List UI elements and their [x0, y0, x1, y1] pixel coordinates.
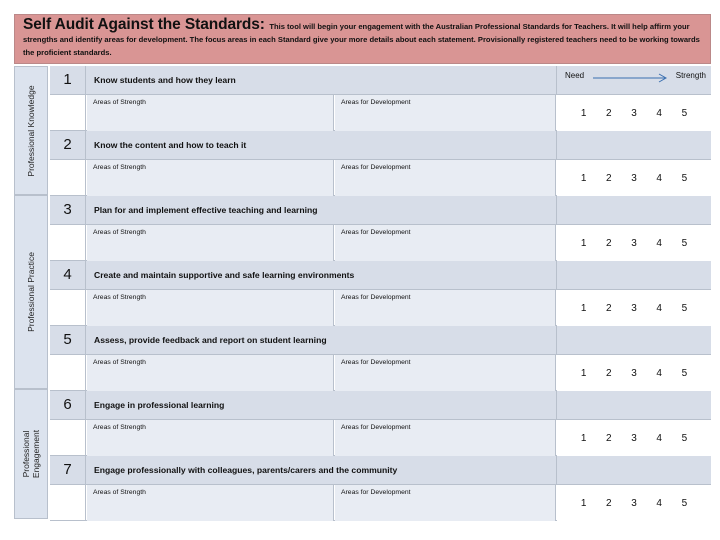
areas-of-strength-field[interactable]: Areas of Strength: [87, 160, 334, 196]
section-professional-knowledge: [14, 66, 48, 195]
section-label: Professional Practice: [26, 252, 36, 332]
rating-option[interactable]: 4: [656, 432, 662, 444]
rating-option[interactable]: 5: [681, 172, 688, 184]
rating-option[interactable]: 2: [606, 497, 612, 509]
standard-row: [50, 456, 711, 521]
areas-of-strength-field[interactable]: Areas of Strength: [87, 420, 334, 456]
rating-scale: [557, 355, 711, 391]
standard-title: Assess, provide feedback and report on student learning: [94, 335, 327, 345]
section-professional-engagement: [14, 389, 48, 519]
arrow-right-icon: [593, 71, 673, 83]
areas-for-development-field[interactable]: Areas for Development: [335, 355, 556, 391]
areas-of-strength-field[interactable]: Areas of Strength: [87, 290, 334, 326]
rating-option[interactable]: 5: [681, 432, 688, 444]
rating-option[interactable]: 5: [681, 497, 688, 509]
strength-label: Strength: [675, 71, 706, 80]
standard-number: 7: [50, 456, 86, 484]
section-label: Professional Engagement: [21, 429, 41, 479]
rating-option[interactable]: 2: [606, 367, 612, 379]
areas-of-strength-field[interactable]: Areas of Strength: [87, 95, 334, 131]
rating-option[interactable]: 3: [631, 302, 637, 314]
page-title: Self Audit Against the Standards:: [23, 16, 265, 33]
rating-scale: [557, 225, 711, 261]
standard-title: Engage in professional learning: [94, 400, 225, 410]
standard-row: [50, 261, 711, 326]
areas-for-development-field[interactable]: Areas for Development: [335, 160, 556, 196]
rating-option[interactable]: 2: [606, 432, 612, 444]
standards-table: [14, 66, 711, 519]
rating-option[interactable]: 1: [580, 107, 587, 119]
rating-scale: [557, 485, 711, 521]
rating-option[interactable]: 3: [631, 237, 637, 249]
rating-option[interactable]: 3: [631, 432, 637, 444]
rating-option[interactable]: 4: [656, 172, 662, 184]
standard-number: 5: [50, 326, 86, 354]
standard-row: [50, 66, 711, 131]
section-label: Professional Knowledge: [26, 84, 36, 177]
rating-scale: [557, 290, 711, 326]
standard-number: 6: [50, 391, 86, 419]
standard-row: [50, 326, 711, 391]
rating-option[interactable]: 2: [606, 107, 612, 119]
rating-option[interactable]: 5: [681, 302, 688, 314]
standard-number: 2: [50, 131, 86, 159]
rating-option[interactable]: 2: [606, 302, 612, 314]
standard-title: Engage professionally with colleagues, parents/carers and the community: [94, 465, 398, 475]
rating-option[interactable]: 1: [580, 497, 587, 509]
rating-scale: [557, 420, 711, 456]
standard-row: [50, 196, 711, 261]
areas-for-development-field[interactable]: Areas for Development: [335, 290, 556, 326]
standard-title: Know students and how they learn: [94, 75, 236, 85]
rating-option[interactable]: 3: [631, 367, 637, 379]
rating-option[interactable]: 4: [656, 302, 662, 314]
rating-option[interactable]: 2: [606, 172, 612, 184]
standard-title: Know the content and how to teach it: [94, 140, 247, 150]
rating-option[interactable]: 5: [681, 367, 688, 379]
rating-option[interactable]: 5: [681, 107, 688, 119]
areas-for-development-field[interactable]: Areas for Development: [335, 225, 556, 261]
rating-option[interactable]: 3: [631, 107, 637, 119]
areas-for-development-field[interactable]: Areas for Development: [335, 95, 556, 131]
rating-option[interactable]: 4: [656, 237, 662, 249]
page-header: [14, 14, 711, 64]
rating-option[interactable]: 3: [631, 497, 637, 509]
standard-number: 3: [50, 196, 86, 224]
rating-option[interactable]: 3: [631, 172, 637, 184]
section-professional-practice: [14, 195, 48, 389]
rating-option[interactable]: 1: [580, 302, 587, 314]
rating-option[interactable]: 1: [580, 432, 587, 444]
rating-option[interactable]: 2: [606, 237, 612, 249]
rating-option[interactable]: 4: [656, 367, 662, 379]
areas-of-strength-field[interactable]: Areas of Strength: [87, 485, 334, 521]
standard-title: Plan for and implement effective teaching and learning: [94, 205, 318, 215]
standard-number: 1: [50, 66, 86, 94]
standard-title: Create and maintain supportive and safe learning environments: [94, 270, 355, 280]
standard-row: [50, 391, 711, 456]
areas-of-strength-field[interactable]: Areas of Strength: [87, 225, 334, 261]
standard-row: [50, 131, 711, 196]
rating-scale-legend: [557, 66, 712, 94]
rating-option[interactable]: 1: [580, 172, 587, 184]
intro-text: This tool will begin your engagement with the Australian Professional Standards for Teachers. It will help affirm your strengths and identify areas for development. The focus areas in each Standard give your more details about each statement. Provisionally registered teachers need to be working towards the proficient standards.: [23, 22, 700, 57]
standard-number: 4: [50, 261, 86, 289]
rating-scale: [557, 160, 711, 196]
areas-of-strength-field[interactable]: Areas of Strength: [87, 355, 334, 391]
rating-option[interactable]: 4: [656, 497, 662, 509]
areas-for-development-field[interactable]: Areas for Development: [335, 420, 556, 456]
rating-option[interactable]: 1: [580, 367, 587, 379]
rating-scale: [557, 95, 711, 131]
areas-for-development-field[interactable]: Areas for Development: [335, 485, 556, 521]
need-label: Need: [565, 71, 585, 80]
rating-option[interactable]: 5: [681, 237, 688, 249]
rating-option[interactable]: 4: [656, 107, 662, 119]
rating-option[interactable]: 1: [580, 237, 587, 249]
